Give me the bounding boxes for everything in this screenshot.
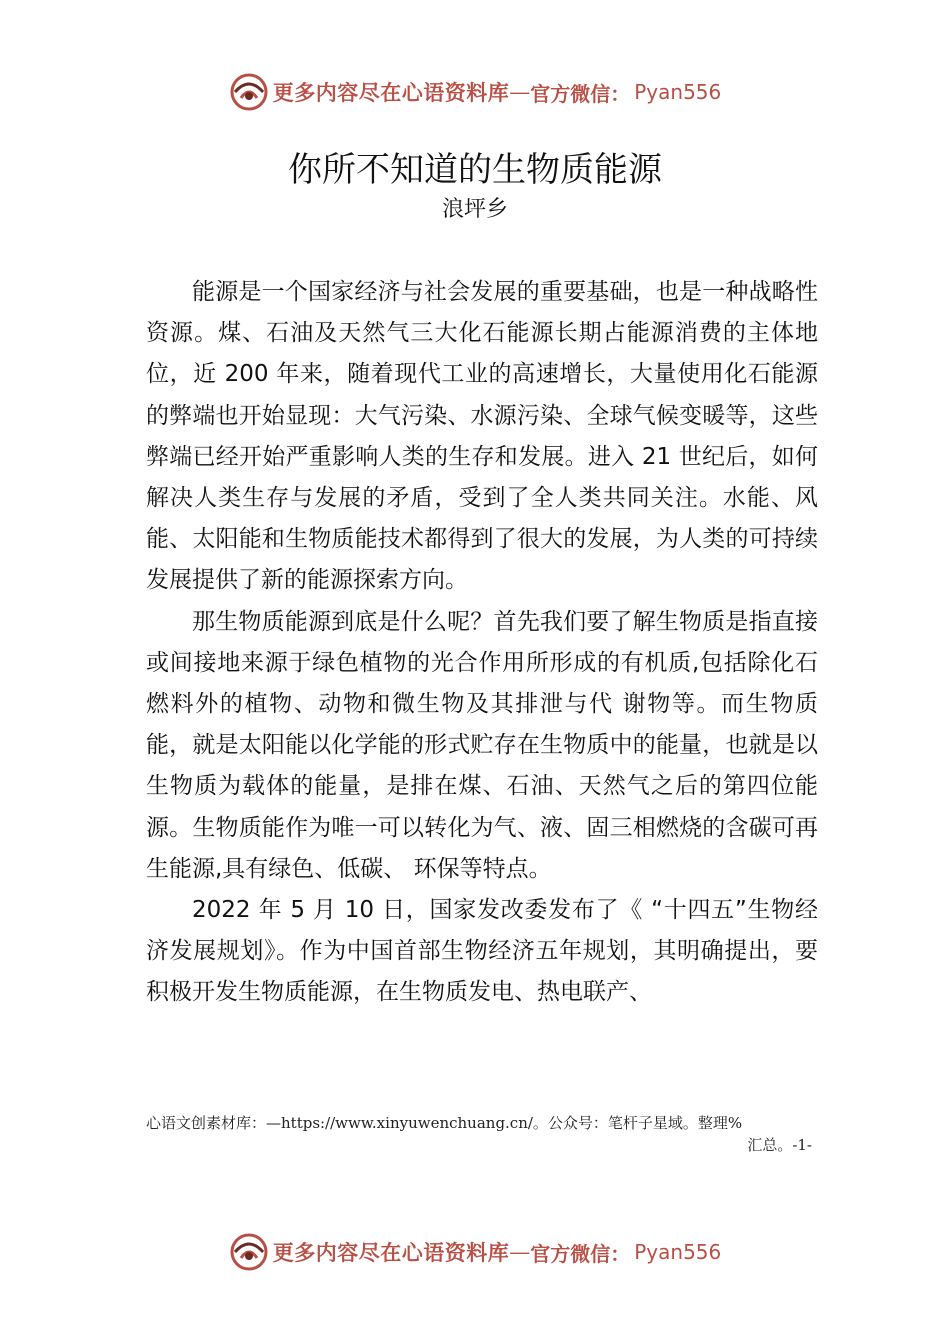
logo-icon [229, 72, 269, 112]
document-body [146, 272, 818, 1014]
header-banner [0, 72, 950, 112]
paragraph: 2022 年 5 月 10 日，国家发改委发布了《 “十四五”生物经济发展规划》。作为中国首部生物经济五年规划，其明确提出，要积极开发生物质能源，在生物质发电、热电联产、 [146, 897, 818, 1006]
banner-wechat-id: Pyan556 [634, 1240, 722, 1264]
banner-main-text: 更多内容尽在心语资料库 [272, 80, 510, 105]
document-author: 浪坪乡 [441, 197, 508, 222]
document-title: 你所不知道的生物质能源 [288, 150, 662, 190]
footer-banner [0, 1232, 950, 1272]
paragraph: 那生物质能源到底是什么呢？首先我们要了解生物质是指直接或间接地来源于绿色植物的光合作用所形成的有机质,包括除化石燃料外的植物、动物和微生物及其排泄与代 谢物等。而生物质能，就是太阳能以化学能的形式贮存在生物质中的能量，也就是以生物质为载体的能量，是排在煤、石油、天然气之后的第四位能源。生物质能作为唯一可以转化为气、液、固三相燃烧的含碳可再生能源,具有绿色、低碳、 环保等特点。 [146, 608, 818, 882]
banner-wechat-label: 官方微信： [530, 1241, 631, 1266]
banner-dash: — [509, 1240, 531, 1264]
footer-note [146, 1112, 812, 1156]
footer-line-2: 汇总。-1- [747, 1136, 812, 1154]
banner-wechat-label: 官方微信： [530, 81, 631, 106]
paragraph: 能源是一个国家经济与社会发展的重要基础，也是一种战略性资源。煤、石油及天然气三大化石能源长期占能源消费的主体地位，近 200 年来，随着现代工业的高速增长，大量使用化石能源的弊端也开始显现：大气污染、水源污染、全球气候变暖等，这些弊端已经开始严重影响人类的生存和发展。进入 21 世纪后，如何解决人类生存与发展的矛盾，受到了全人类共同关注。水能、风能、太阳能和生物质能技术都得到了很大的发展，为人类的可持续发展提供了新的能源探索方向。 [146, 279, 818, 594]
banner-main-text: 更多内容尽在心语资料库 [272, 1240, 510, 1265]
footer-line-1: 心语文创素材库：—https://www.xinyuwenchuang.cn/。公众号：笔杆子星域。整理% [146, 1114, 743, 1132]
banner-wechat-id: Pyan556 [634, 80, 722, 104]
logo-icon [229, 1232, 269, 1272]
banner-dash: — [509, 80, 531, 104]
